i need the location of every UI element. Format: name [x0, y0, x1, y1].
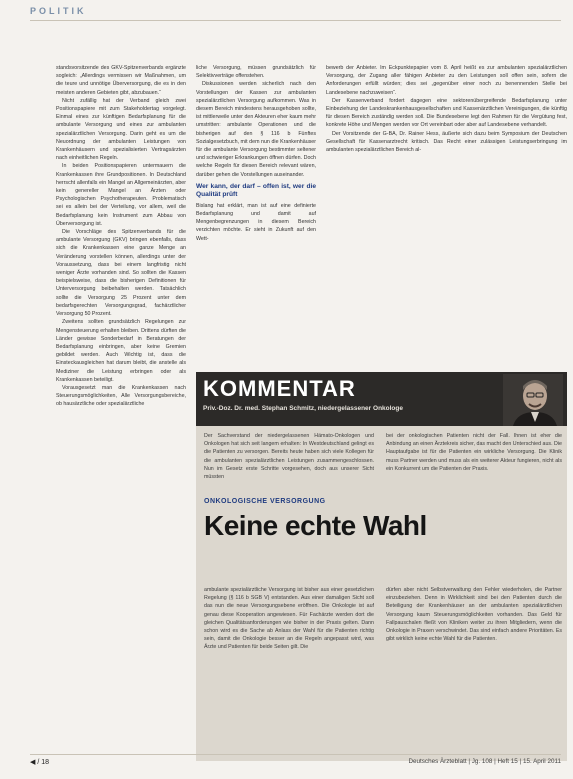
paragraph: liche Versorgung, müssen grundsätzlich für Selektivverträge offenstehen. — [196, 65, 316, 80]
paragraph: Nicht zufällig hat der Verband gleich zwei Positionspapiere mit zum Stakeholdertag vorgelegt. Einmal eines zur künftigen Bedarfsplanung für die ambulante Versorgung und eines zur ambulanten spezialärztlichen Versorgung. Darin geht es um die Neuordnung der ambulanten Leistungen von Krankenhäusern und spezialisierten Vertragsärzten nach einheitlichen Regeln. — [56, 97, 186, 162]
article-column-1 — [56, 64, 186, 716]
comment-column-1: Der Sachverstand der niedergelassenen Hämato-Onkologen und Onkologen hat sich seit langem erhalten: In Westdeutschland gelingt es die Patienten zu versorgen. Bereits heute haben sich viele Kollegen für die ambulanten spezialärztlichen Leistungen zusammengeschlossen. Nun im Gesetz erste Schritte vorgesehen, doch aus unserer Sicht müssten — [204, 433, 374, 481]
comment-headline: Keine echte Wahl — [204, 510, 427, 541]
issue-info: Deutsches Ärzteblatt | Jg. 108 | Heft 15 | 15. April 2011 — [408, 758, 561, 765]
comment-column-4: dürfen aber nicht Selbstverwaltung den Fehler wiederholen, die Partner einzubeziehen. Denn in Wirklichkeit sind bei den Patienten durch die Beteiligung der Krankenhäuser an der ambulanten spezialärztlichen Versorgung kaum Steuerungsmöglichkeiten vorhanden. Das Geld für Fallpauschalen fließt von Kliniken weiter zu ihren Mitgliedern, wenn die Onkologie in Praxen verschwindet. Das sind einfach andere Prioritäten. Es gibt wirklich keine echte Wahl für die Patienten. — [386, 587, 562, 643]
comment-kicker: KOMMENTAR — [203, 376, 356, 401]
paragraph: bewerb der Anbieter. Im Eckpunktepapier vom 8. April heißt es zur ambulanten spezialärztlichen Versorgung, der Zugang aller fähigen Anbieter zu den Leistungen soll offen sein, sofern die Anforderungen erfüllt würden; dies sei „gegenüber einer noch zu benennenden Stelle bei Landesebene nachzuweisen“. — [326, 65, 567, 96]
comment-header — [196, 372, 567, 426]
paragraph: Der Vorsitzende der G-BA, Dr. Rainer Hess, äußerte sich dazu beim Symposium der Deutschen Gesellschaft für Kassenarztrecht kritisch. Das Recht einer zulässigen Leistungserbringung im ambulanten spezialärztlichen Bereich al- — [326, 130, 567, 154]
paragraph: In beiden Positionspapieren untermauern die Krankenkassen ihre Grundpositionen. In Deutschland herrscht allenfalls ein Mangel an Allgemeinärzten, aber kein genereller Mangel an Ärzten oder Psychologischen Psychotherapeuten. Problematisch sei es allein bei der Verteilung, vor allem, weil die Bedarfsplanung kein Instrument zum Abbau von Überversorgung ist. — [56, 163, 186, 227]
paragraph: Der Kassenverband fordert dagegen eine sektorenübergreifende Bedarfsplanung unter Einbeziehung der Landeskrankenhausgesellschaften und Kassenärztlichen Vereinigungen, die künftig für diesen Bereich zuständig werden soll. Die Bundesebene legt den Rahmen für die Vergütung fest, konkrete Höhe und Mengen werden vor Ort vereinbart oder aber auf Landesebene verhandelt. — [326, 97, 567, 129]
section-divider — [30, 20, 561, 21]
author-portrait — [503, 374, 563, 426]
comment-column-3: ambulante spezialärztliche Versorgung ist bisher aus einer gesetzlichen Regelung (§ 116 b SGB V) entstanden. Aus einer damaligen Sicht soll das nun die neue Versorgungsebene eröffnen. Die Onkologie ist auf genau diese Kooperation angewiesen. Für Fachärzte werden dort die gleichen Qualitätsanforderungen wie bisher in der Praxis gelten. Dann schon wird es die Sache ab Anlass der Wahl für die Patienten richtig sein, damit die Onkologie besser an die Regeln angepasst wird, was Ärzte und Patienten für beide Seiten gilt. Die — [204, 587, 374, 651]
article-subheading: Wer kann, der darf – offen ist, wer die Qualität prüft — [196, 182, 316, 198]
section-label: POLITIK — [30, 6, 87, 16]
comment-author: Priv.-Doz. Dr. med. Stephan Schmitz, niedergelassener Onkologe — [203, 405, 403, 412]
comment-body — [196, 426, 567, 761]
paragraph: Diskussionen werden sicherlich nach den Vorstellungen der Kassen zur ambulanten spezialärztlichen Versorgung aufkommen. Was in diesem Bereich mindestens herausgehoben sollte, ist mittlerweile unter den Akteuren eher kaum mehr umstritten: ambulante Operationen und die bisherigen auf den § 116 b Fünftes Sozialgesetzbuch, mit dem nun die Krankenhäuser für die ambulante Versorgung bestimmter seltener und schwieriger Erkrankungen öffnen dürfen. Doch welche Regeln für diesen Bereich relevant wären, darüber gehen die Vorstellungen auseinander. — [196, 81, 316, 178]
paragraph: Bislang hat erklärt, man ist auf eine definierte Bedarfsplanung und damit auf Mengenbegrenzungen in diesem Bereich verzichten möchte. Er sieht in Zukunft auf den Wett- — [196, 202, 316, 242]
paragraph: Zweitens sollten grundsätzlich Regelungen zur Mengensteuerung erhalten bleiben. Drittens dürften die Länder gewisse Sonderbedarf in Beratungen der Bedarfsplanung einbringen, aber keine Gremien gebildet werden. Auch Wichtig ist, dass die Einsteckausgleichen hat darum bleibt, die anstelle als Mediziner die Leistung erbringen oder als Krankenkassen beteiligt. — [56, 319, 186, 383]
footer-divider — [30, 754, 561, 755]
article-column-2 — [196, 64, 316, 366]
paragraph: Vorausgesetzt man die Krankenkassen nach Steuerungsmöglichkeiten, Alle Versorgungsbereiche, ob hausärztliche oder spezialärztliche — [56, 384, 186, 408]
comment-overline: ONKOLOGISCHE VERSORGUNG — [204, 498, 326, 505]
paragraph: standsvorsitzende des GKV-Spitzenverbands ergänzte sogleich: „Allerdings vermissen wir Maßnahmen, um die teure und unnötige Überversorgung, die es in den meisten anderen Gebieten gibt, abzubauen.“ — [56, 65, 186, 96]
article-column-3 — [326, 64, 567, 366]
paragraph: Die Vorschläge des Spitzenverbands für die ambulante Versorgung (GKV) bringen ebenfalls, dass sich die Krankenkassen eine ganze Menge an Veränderung vorstellen können, allerdings unter der Voraussetzung, dass bei einem langfristig nicht weniger Ärzte vorhanden sind. So sollten die Kassen beispielsweise, dass die bisherigen Definitionen für Unterversorgung beibehalten werden. Tatsächlich sollte die Versorgung 25 Prozent unter dem bedarfsgerechten Versorgungsgrad, fachärztlicher Versorgung 50 Prozent. — [56, 229, 186, 318]
comment-column-2: bei der onkologischen Patienten nicht der Fall. Ihnen ist eher die Anbindung an einen Ärztekreis sicher, das macht den Unterschied aus. Die Hauptaufgabe ist für die Patienten ein wirkliche Versorgung. Die Klinik muss Partner werden und muss als ein weiterer Akteur fungieren, nicht als ein Konkurrent um die Patienten der Praxis. — [386, 433, 562, 472]
page-number: ◀ / 18 — [30, 759, 50, 766]
